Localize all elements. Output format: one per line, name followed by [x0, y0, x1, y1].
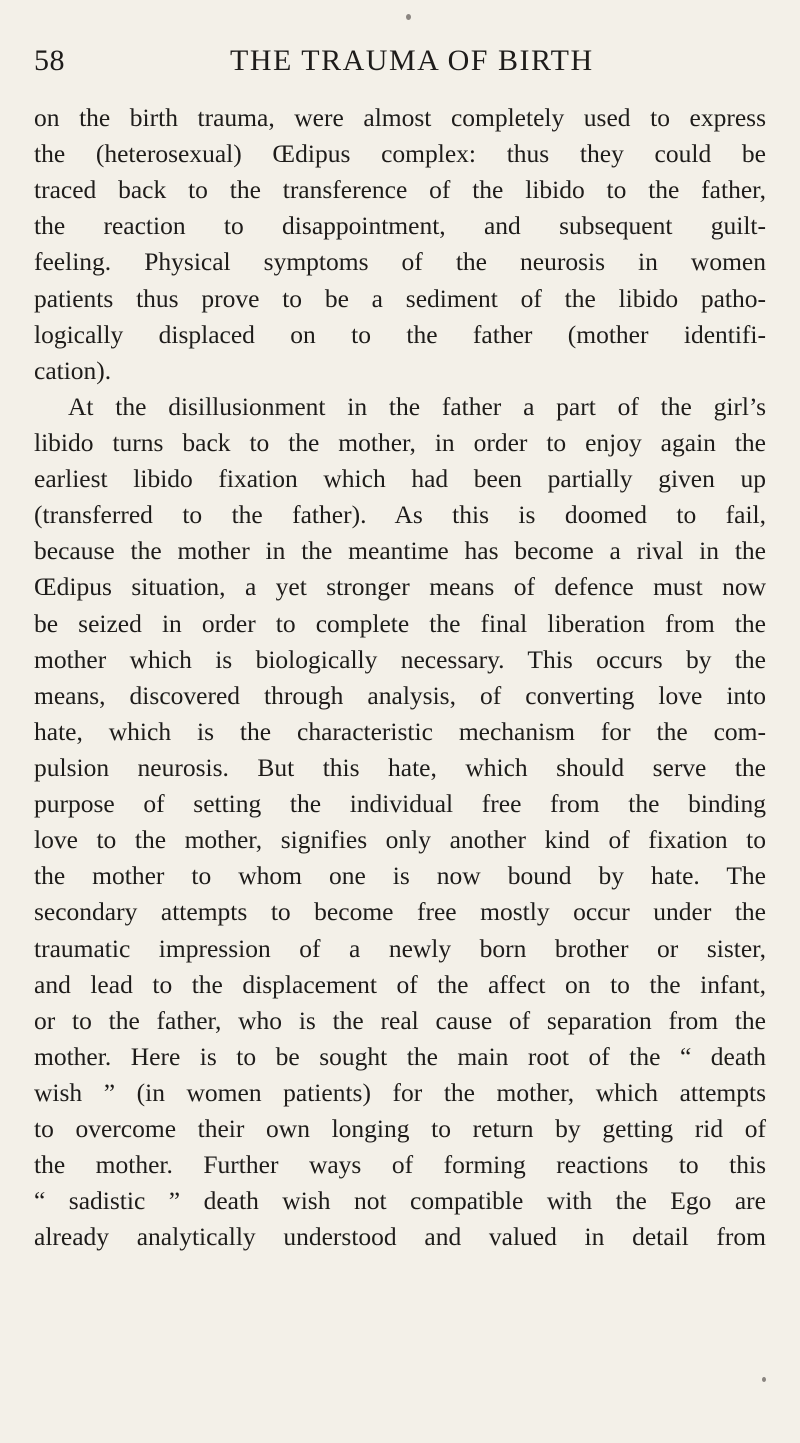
- text-line: wish ” (in women patients) for the mother, which attempts: [34, 1077, 766, 1107]
- text-line: hate, which is the characteristic mechanism for the com-: [34, 716, 766, 746]
- text-line: libido turns back to the mother, in order to enjoy again the: [34, 427, 766, 457]
- text-line-paragraph-start: At the disillusionment in the father a part of the girl’s: [68, 391, 766, 421]
- page-number: 58: [34, 44, 65, 77]
- body-text: [34, 100, 766, 1256]
- text-line: love to the mother, signifies only another kind of fixation to: [34, 825, 766, 855]
- text-line: and lead to the displacement of the affect on to the infant,: [34, 969, 766, 999]
- text-line: (transferred to the father). As this is doomed to fail,: [34, 500, 766, 530]
- text-line: the (heterosexual) Œdipus complex: thus they could be: [34, 139, 766, 169]
- text-line: be seized in order to complete the final liberation from the: [34, 608, 766, 638]
- text-line-paragraph-end: cation).: [34, 355, 112, 385]
- running-head: [34, 38, 766, 84]
- text-line: traced back to the transference of the libido to the father,: [34, 175, 766, 205]
- text-line: feeling. Physical symptoms of the neurosis in women: [34, 247, 766, 277]
- text-line: to overcome their own longing to return by getting rid of: [34, 1114, 766, 1144]
- book-title: THE TRAUMA OF BIRTH: [230, 44, 594, 77]
- paper-speck: [762, 1377, 766, 1382]
- text-line: on the birth trauma, were almost completely used to express: [34, 103, 766, 132]
- text-line: already analytically understood and valued in detail from: [34, 1222, 766, 1252]
- text-line: the mother. Further ways of forming reactions to this: [34, 1150, 766, 1180]
- text-line: traumatic impression of a newly born brother or sister,: [34, 933, 766, 963]
- text-line: the reaction to disappointment, and subsequent guilt-: [34, 211, 766, 241]
- text-line: secondary attempts to become free mostly occur under the: [34, 897, 766, 927]
- text-line: or to the father, who is the real cause of separation from the: [34, 1005, 766, 1035]
- text-line: “ sadistic ” death wish not compatible with the Ego are: [34, 1186, 766, 1216]
- paper-speck: [406, 14, 411, 20]
- text-line: the mother to whom one is now bound by hate. The: [34, 861, 766, 891]
- text-line: mother which is biologically necessary. This occurs by the: [34, 644, 766, 674]
- text-line: because the mother in the meantime has become a rival in the: [34, 536, 766, 566]
- text-line: earliest libido fixation which had been partially given up: [34, 464, 766, 494]
- text-line: pulsion neurosis. But this hate, which should serve the: [34, 752, 766, 782]
- text-line: logically displaced on to the father (mother identifi-: [34, 319, 766, 349]
- text-line: means, discovered through analysis, of converting love into: [34, 680, 766, 710]
- text-line: Œdipus situation, a yet stronger means of defence must now: [34, 572, 766, 602]
- text-line: mother. Here is to be sought the main root of the “ death: [34, 1041, 766, 1071]
- text-line: purpose of setting the individual free from the binding: [34, 789, 766, 819]
- text-line: patients thus prove to be a sediment of the libido patho-: [34, 283, 766, 313]
